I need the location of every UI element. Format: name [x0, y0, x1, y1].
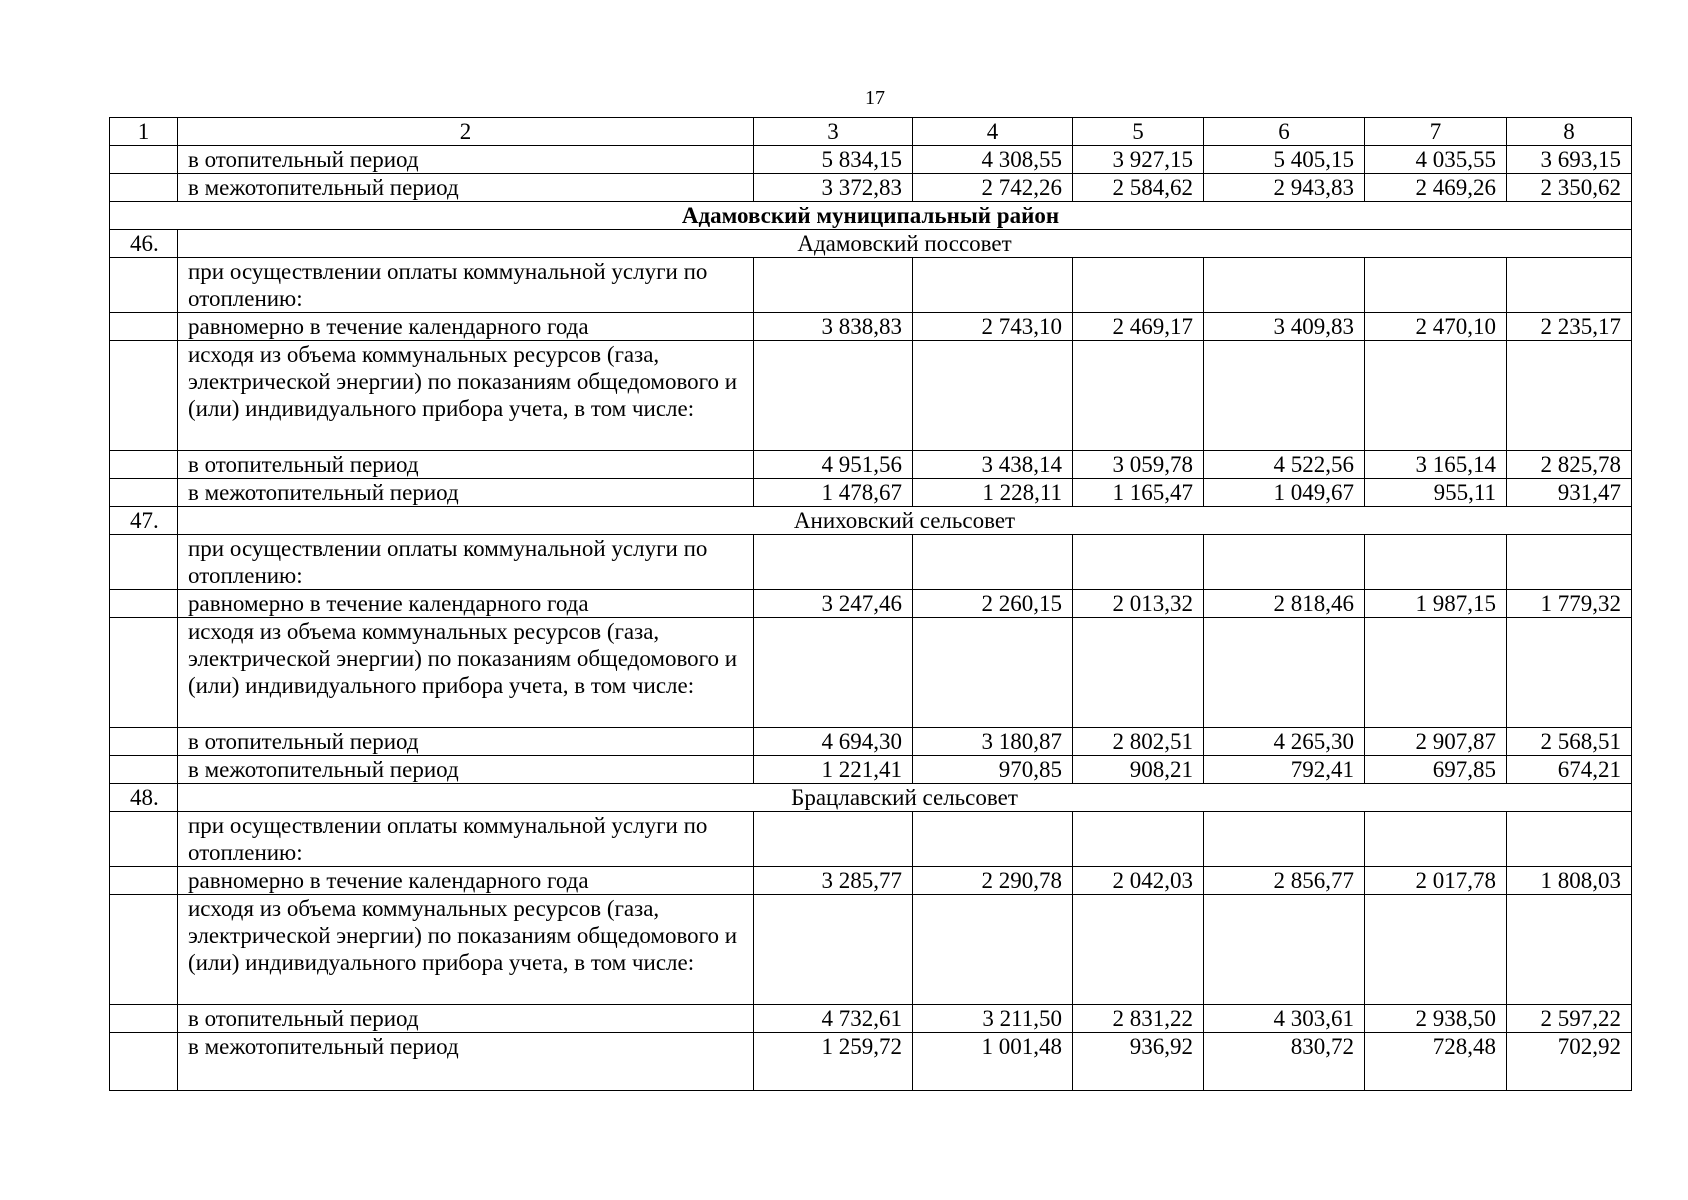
value-cell: 1 165,47 [1073, 479, 1204, 507]
row-label: равномерно в течение календарного года [178, 867, 754, 895]
value-cell [754, 535, 913, 590]
row-label: в межотопительный период [178, 174, 754, 202]
row-label: в межотопительный период [178, 756, 754, 784]
value-cell [1204, 812, 1365, 867]
table-row [110, 812, 1632, 867]
row-label: в отопительный период [178, 728, 754, 756]
table-row [110, 728, 1632, 756]
value-cell: 1 049,67 [1204, 479, 1365, 507]
value-cell: 2 825,78 [1507, 451, 1632, 479]
value-cell: 1 001,48 [913, 1033, 1073, 1091]
row-label: равномерно в течение календарного года [178, 590, 754, 618]
value-cell: 4 308,55 [913, 146, 1073, 174]
row-number-cell [110, 1005, 178, 1033]
value-cell: 931,47 [1507, 479, 1632, 507]
value-cell: 1 779,32 [1507, 590, 1632, 618]
value-cell [754, 258, 913, 313]
table-row [110, 174, 1632, 202]
value-cell: 2 470,10 [1365, 313, 1507, 341]
value-cell: 3 838,83 [754, 313, 913, 341]
column-number: 1 [110, 118, 178, 146]
value-cell [1507, 341, 1632, 451]
row-label: исходя из объема коммунальных ресурсов (газа, электрической энергии) по показаниям общедомового и (или) индивидуального прибора учета, в том числе: [178, 341, 754, 451]
value-cell: 2 290,78 [913, 867, 1073, 895]
value-cell [1365, 341, 1507, 451]
row-label: в отопительный период [178, 1005, 754, 1033]
section-title: Адамовский поссовет [178, 230, 1632, 258]
value-cell [1204, 535, 1365, 590]
value-cell: 2 802,51 [1073, 728, 1204, 756]
value-cell: 674,21 [1507, 756, 1632, 784]
value-cell: 970,85 [913, 756, 1073, 784]
value-cell: 5 405,15 [1204, 146, 1365, 174]
value-cell [754, 341, 913, 451]
table-body [110, 118, 1632, 1091]
row-number-cell [110, 258, 178, 313]
column-number: 2 [178, 118, 754, 146]
column-number: 7 [1365, 118, 1507, 146]
tariff-table [109, 117, 1632, 1091]
value-cell: 2 469,17 [1073, 313, 1204, 341]
column-number: 5 [1073, 118, 1204, 146]
row-label: в межотопительный период [178, 479, 754, 507]
value-cell: 1 808,03 [1507, 867, 1632, 895]
column-number: 8 [1507, 118, 1632, 146]
table-row [110, 895, 1632, 1005]
table-row [110, 867, 1632, 895]
value-cell [1365, 618, 1507, 728]
value-cell [1365, 258, 1507, 313]
value-cell: 908,21 [1073, 756, 1204, 784]
row-number-cell [110, 812, 178, 867]
value-cell [754, 812, 913, 867]
page-number: 17 [865, 87, 885, 109]
value-cell: 2 856,77 [1204, 867, 1365, 895]
table-row [110, 1005, 1632, 1033]
value-cell: 3 285,77 [754, 867, 913, 895]
row-number-cell [110, 1033, 178, 1091]
value-cell [913, 258, 1073, 313]
table-row [110, 313, 1632, 341]
table-row [110, 451, 1632, 479]
value-cell: 2 831,22 [1073, 1005, 1204, 1033]
value-cell: 2 584,62 [1073, 174, 1204, 202]
row-number-cell [110, 590, 178, 618]
value-cell: 3 059,78 [1073, 451, 1204, 479]
section-title: Аниховский сельсовет [178, 507, 1632, 535]
row-number-cell [110, 756, 178, 784]
value-cell: 2 943,83 [1204, 174, 1365, 202]
section-number: 48. [110, 784, 178, 812]
value-cell: 728,48 [1365, 1033, 1507, 1091]
value-cell [1507, 535, 1632, 590]
value-cell: 2 743,10 [913, 313, 1073, 341]
column-number: 6 [1204, 118, 1365, 146]
value-cell: 3 180,87 [913, 728, 1073, 756]
row-number-cell [110, 895, 178, 1005]
value-cell: 702,92 [1507, 1033, 1632, 1091]
value-cell: 2 907,87 [1365, 728, 1507, 756]
row-number-cell [110, 174, 178, 202]
value-cell [1073, 812, 1204, 867]
value-cell [1507, 258, 1632, 313]
row-number-cell [110, 451, 178, 479]
value-cell: 1 228,11 [913, 479, 1073, 507]
value-cell: 2 013,32 [1073, 590, 1204, 618]
value-cell [1204, 895, 1365, 1005]
value-cell: 1 987,15 [1365, 590, 1507, 618]
value-cell: 955,11 [1365, 479, 1507, 507]
value-cell: 1 478,67 [754, 479, 913, 507]
column-number: 3 [754, 118, 913, 146]
value-cell [1204, 618, 1365, 728]
value-cell: 2 938,50 [1365, 1005, 1507, 1033]
table-row [110, 756, 1632, 784]
table-row [110, 535, 1632, 590]
value-cell [913, 812, 1073, 867]
row-label: исходя из объема коммунальных ресурсов (газа, электрической энергии) по показаниям общедомового и (или) индивидуального прибора учета, в том числе: [178, 895, 754, 1005]
value-cell: 2 350,62 [1507, 174, 1632, 202]
value-cell: 2 260,15 [913, 590, 1073, 618]
value-cell: 3 693,15 [1507, 146, 1632, 174]
district-title: Адамовский муниципальный район [110, 202, 1632, 230]
value-cell: 3 247,46 [754, 590, 913, 618]
row-number-cell [110, 618, 178, 728]
row-label: в межотопительный период [178, 1033, 754, 1091]
value-cell [1073, 895, 1204, 1005]
table-row [110, 1033, 1632, 1091]
value-cell: 2 235,17 [1507, 313, 1632, 341]
value-cell [913, 341, 1073, 451]
value-cell [913, 895, 1073, 1005]
value-cell [1073, 618, 1204, 728]
table-row [110, 258, 1632, 313]
value-cell: 697,85 [1365, 756, 1507, 784]
table-row [110, 341, 1632, 451]
table-row [110, 479, 1632, 507]
section-row [110, 507, 1632, 535]
value-cell [1507, 812, 1632, 867]
value-cell [754, 895, 913, 1005]
section-number: 47. [110, 507, 178, 535]
value-cell: 3 927,15 [1073, 146, 1204, 174]
table-row [110, 618, 1632, 728]
value-cell: 2 042,03 [1073, 867, 1204, 895]
row-number-cell [110, 341, 178, 451]
section-number: 46. [110, 230, 178, 258]
value-cell: 4 265,30 [1204, 728, 1365, 756]
value-cell: 3 438,14 [913, 451, 1073, 479]
value-cell: 4 035,55 [1365, 146, 1507, 174]
value-cell: 936,92 [1073, 1033, 1204, 1091]
value-cell: 2 568,51 [1507, 728, 1632, 756]
row-number-cell [110, 535, 178, 590]
column-number: 4 [913, 118, 1073, 146]
value-cell [1365, 895, 1507, 1005]
value-cell [1507, 618, 1632, 728]
value-cell: 830,72 [1204, 1033, 1365, 1091]
value-cell [1365, 812, 1507, 867]
table-row [110, 146, 1632, 174]
value-cell [1204, 258, 1365, 313]
row-number-cell [110, 313, 178, 341]
value-cell: 792,41 [1204, 756, 1365, 784]
value-cell: 2 017,78 [1365, 867, 1507, 895]
value-cell [913, 535, 1073, 590]
value-cell [1204, 341, 1365, 451]
value-cell [913, 618, 1073, 728]
value-cell [1073, 341, 1204, 451]
value-cell: 2 597,22 [1507, 1005, 1632, 1033]
value-cell [1073, 535, 1204, 590]
table-row [110, 590, 1632, 618]
value-cell: 2 818,46 [1204, 590, 1365, 618]
row-label: при осуществлении оплаты коммунальной услуги по отоплению: [178, 535, 754, 590]
value-cell [754, 618, 913, 728]
value-cell: 4 732,61 [754, 1005, 913, 1033]
row-number-cell [110, 867, 178, 895]
row-label: равномерно в течение календарного года [178, 313, 754, 341]
section-row [110, 784, 1632, 812]
value-cell: 2 742,26 [913, 174, 1073, 202]
row-label: при осуществлении оплаты коммунальной услуги по отоплению: [178, 258, 754, 313]
value-cell: 3 409,83 [1204, 313, 1365, 341]
row-label: исходя из объема коммунальных ресурсов (газа, электрической энергии) по показаниям общедомового и (или) индивидуального прибора учета, в том числе: [178, 618, 754, 728]
value-cell: 1 221,41 [754, 756, 913, 784]
district-row [110, 202, 1632, 230]
section-row [110, 230, 1632, 258]
value-cell: 4 951,56 [754, 451, 913, 479]
value-cell: 3 211,50 [913, 1005, 1073, 1033]
row-number-cell [110, 728, 178, 756]
value-cell: 3 165,14 [1365, 451, 1507, 479]
row-number-cell [110, 146, 178, 174]
value-cell [1073, 258, 1204, 313]
row-number-cell [110, 479, 178, 507]
section-title: Брацлавский сельсовет [178, 784, 1632, 812]
value-cell: 4 522,56 [1204, 451, 1365, 479]
value-cell [1507, 895, 1632, 1005]
column-number-row [110, 118, 1632, 146]
value-cell: 2 469,26 [1365, 174, 1507, 202]
value-cell: 5 834,15 [754, 146, 913, 174]
value-cell [1365, 535, 1507, 590]
value-cell: 4 303,61 [1204, 1005, 1365, 1033]
value-cell: 3 372,83 [754, 174, 913, 202]
row-label: при осуществлении оплаты коммунальной услуги по отоплению: [178, 812, 754, 867]
row-label: в отопительный период [178, 146, 754, 174]
value-cell: 4 694,30 [754, 728, 913, 756]
row-label: в отопительный период [178, 451, 754, 479]
value-cell: 1 259,72 [754, 1033, 913, 1091]
